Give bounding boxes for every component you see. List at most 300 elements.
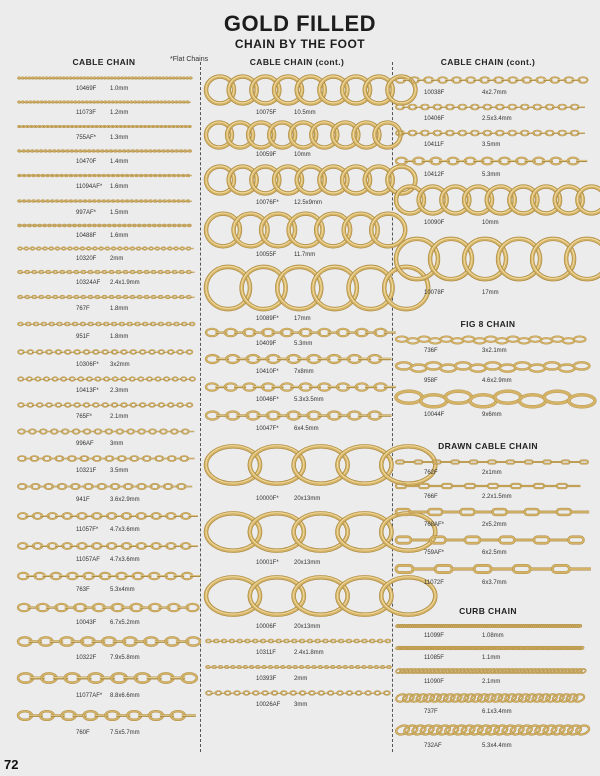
chain-image xyxy=(18,451,190,466)
chain-graphic xyxy=(206,326,388,339)
chain-image xyxy=(18,145,190,157)
item-size: 1.08mm xyxy=(482,633,504,639)
item-code: 11094AF* xyxy=(76,184,103,190)
chain-image xyxy=(396,643,580,653)
item-code: 11072F xyxy=(424,580,444,586)
chain-graphic xyxy=(18,597,190,618)
chain-item[interactable] xyxy=(396,502,580,530)
item-code: 10078F xyxy=(424,290,445,296)
section-title: CABLE CHAIN (cont.) xyxy=(440,57,536,67)
chain-graphic xyxy=(18,451,190,466)
item-size: 3mm xyxy=(110,441,124,447)
chain-image xyxy=(18,194,190,208)
column-divider xyxy=(200,62,201,752)
chain-item[interactable] xyxy=(396,687,580,717)
chain-graphic xyxy=(18,194,190,208)
item-code: 10026AF xyxy=(256,702,281,708)
item-code: 996AF xyxy=(76,441,94,447)
chain-graphic xyxy=(206,379,388,395)
chain-graphic xyxy=(18,243,190,254)
chain-graphic xyxy=(396,152,580,170)
item-code: 11090F xyxy=(424,679,444,685)
chain-item[interactable] xyxy=(18,192,190,218)
chain-image xyxy=(18,372,190,386)
chain-item[interactable] xyxy=(18,70,190,94)
chain-item[interactable] xyxy=(18,595,190,628)
chain-image xyxy=(206,570,388,622)
page-subtitle: CHAIN BY THE FOOT xyxy=(234,37,366,51)
chain-item[interactable] xyxy=(396,454,580,478)
chain-item[interactable] xyxy=(396,228,580,298)
chain-item[interactable] xyxy=(396,530,580,558)
chain-item[interactable] xyxy=(206,568,388,632)
item-code: 10410F* xyxy=(256,369,279,375)
section-title: CURB CHAIN xyxy=(459,606,517,616)
chain-graphic xyxy=(18,220,190,231)
chain-image xyxy=(396,72,580,88)
chain-graphic xyxy=(206,162,388,198)
item-code: 951F xyxy=(76,334,90,340)
chain-image xyxy=(18,72,190,84)
item-code: 10055F xyxy=(256,252,277,258)
chain-graphic xyxy=(18,567,190,585)
chain-item[interactable] xyxy=(18,241,190,264)
item-code: 10043F xyxy=(76,620,97,626)
chain-image xyxy=(18,290,190,304)
chain-item[interactable] xyxy=(206,118,388,160)
item-size: 20x13mm xyxy=(294,624,321,630)
chain-item[interactable] xyxy=(396,663,580,687)
item-code: 11073F xyxy=(76,110,96,116)
chain-item[interactable] xyxy=(396,98,580,124)
chain-image xyxy=(206,72,388,108)
chain-graphic xyxy=(18,344,190,360)
chain-image xyxy=(396,719,580,741)
chain-image xyxy=(396,358,580,376)
item-size: 2.1mm xyxy=(482,679,501,685)
item-size: 2.4x1.9mm xyxy=(110,280,140,286)
item-code: 10044F xyxy=(424,412,445,418)
chain-image xyxy=(18,537,190,555)
item-size: 1.6mm xyxy=(110,184,129,190)
item-code: 10006F xyxy=(256,624,277,630)
item-code: 736F xyxy=(424,348,438,354)
item-size: 3.6x2.9mm xyxy=(110,497,140,503)
chain-graphic xyxy=(396,334,580,346)
page-number: 72 xyxy=(4,757,19,772)
chain-image xyxy=(396,230,580,288)
chain-item[interactable] xyxy=(396,332,580,356)
chain-item[interactable] xyxy=(18,422,190,449)
item-size: 2x5.2mm xyxy=(482,522,507,528)
chain-item[interactable] xyxy=(18,264,190,288)
item-code: 10324AF xyxy=(76,280,101,286)
chain-graphic xyxy=(396,504,580,520)
chain-image xyxy=(206,686,388,700)
chain-item[interactable] xyxy=(18,370,190,396)
chain-item[interactable] xyxy=(206,434,388,504)
chain-image xyxy=(18,424,190,439)
item-size: 9x6mm xyxy=(482,412,502,418)
chain-item[interactable] xyxy=(18,218,190,241)
item-size: 1.6mm xyxy=(110,233,129,239)
chain-graphic xyxy=(206,210,388,250)
chain-image xyxy=(396,152,580,170)
item-code: 10089F* xyxy=(256,316,279,322)
chain-graphic xyxy=(18,398,190,412)
item-size: 2mm xyxy=(294,676,308,682)
item-size: 3.5mm xyxy=(482,142,501,148)
chain-item[interactable] xyxy=(396,717,580,751)
chain-graphic xyxy=(396,100,580,114)
chain-item[interactable] xyxy=(206,160,388,208)
item-size: 2.1mm xyxy=(110,414,129,420)
item-size: 1.8mm xyxy=(110,306,129,312)
item-code: 11099F xyxy=(424,633,444,639)
chain-graphic xyxy=(206,570,388,622)
item-code: 732AF xyxy=(424,743,442,749)
chain-item[interactable] xyxy=(18,505,190,535)
chain-graphic xyxy=(18,266,190,278)
chain-graphic xyxy=(206,407,388,424)
chain-graphic xyxy=(18,630,190,653)
chain-graphic xyxy=(18,316,190,332)
chain-graphic xyxy=(18,169,190,182)
chain-item[interactable] xyxy=(206,349,388,377)
chain-item[interactable] xyxy=(18,342,190,370)
chain-graphic xyxy=(206,262,388,314)
item-code: 10090F xyxy=(424,220,445,226)
chain-image xyxy=(206,436,388,494)
item-size: 4.6x2.9mm xyxy=(482,378,512,384)
item-size: 2.4x1.8mm xyxy=(294,650,324,656)
item-size: 5.3mm xyxy=(482,172,501,178)
item-size: 2x1mm xyxy=(482,470,502,476)
chain-graphic xyxy=(18,478,190,495)
column-right xyxy=(396,56,580,756)
chain-graphic xyxy=(206,634,388,648)
item-size: 8.8x6.6mm xyxy=(110,693,140,699)
chain-image xyxy=(18,316,190,332)
chain-item[interactable] xyxy=(396,70,580,98)
item-size: 10.5mm xyxy=(294,110,316,116)
item-size: 7x8mm xyxy=(294,369,314,375)
item-code: 10306F* xyxy=(76,362,99,368)
chain-item[interactable] xyxy=(206,377,388,405)
item-size: 20x13mm xyxy=(294,560,321,566)
chain-graphic xyxy=(396,182,580,218)
chain-item[interactable] xyxy=(206,208,388,260)
chain-section xyxy=(396,440,580,586)
chain-graphic xyxy=(18,96,190,108)
item-size: 3x2.1mm xyxy=(482,348,507,354)
item-size: 1.8mm xyxy=(110,334,129,340)
section-title: CABLE CHAIN xyxy=(72,57,136,67)
item-size: 12.5x9mm xyxy=(294,200,323,206)
item-code: 10412F xyxy=(424,172,445,178)
chain-item[interactable] xyxy=(18,565,190,595)
chain-graphic xyxy=(396,126,580,140)
item-code: 10046F* xyxy=(256,397,279,403)
item-size: 2.2x1.5mm xyxy=(482,494,512,500)
chain-image xyxy=(396,665,580,677)
item-code: 941F xyxy=(76,497,90,503)
chain-image xyxy=(206,326,388,339)
column-middle xyxy=(206,56,388,756)
column-left xyxy=(18,56,190,756)
chain-image xyxy=(396,532,580,548)
chain-item[interactable] xyxy=(396,558,580,588)
chain-item[interactable] xyxy=(206,632,388,658)
chain-item[interactable] xyxy=(206,504,388,568)
chain-item[interactable] xyxy=(18,314,190,342)
column-divider xyxy=(392,62,393,752)
chain-image xyxy=(206,660,388,674)
chain-image xyxy=(18,478,190,495)
chain-item[interactable] xyxy=(18,396,190,422)
chain-image xyxy=(396,334,580,346)
item-size: 17mm xyxy=(482,290,499,296)
chain-image xyxy=(206,407,388,424)
item-size: 5.3x4mm xyxy=(110,587,135,593)
item-code: 10000F* xyxy=(256,496,279,502)
item-code: 10038F xyxy=(424,90,445,96)
chain-item[interactable] xyxy=(206,405,388,434)
chain-item[interactable] xyxy=(18,535,190,565)
chain-graphic xyxy=(18,145,190,157)
chain-item[interactable] xyxy=(396,386,580,420)
chain-image xyxy=(396,126,580,140)
item-size: 6x2.5mm xyxy=(482,550,507,556)
chain-image xyxy=(18,703,190,728)
item-size: 1.2mm xyxy=(110,110,129,116)
item-size: 1.5mm xyxy=(110,210,129,216)
chain-graphic xyxy=(206,351,388,367)
chain-image xyxy=(18,630,190,653)
item-code: 10469F xyxy=(76,86,97,92)
flat-chains-footnote: *Flat Chains xyxy=(170,56,209,63)
chain-image xyxy=(396,504,580,520)
chain-item[interactable] xyxy=(18,167,190,192)
item-size: 10mm xyxy=(482,220,499,226)
item-size: 4.7x3.6mm xyxy=(110,557,140,563)
chain-graphic xyxy=(396,532,580,548)
chain-image xyxy=(18,507,190,525)
chain-item[interactable] xyxy=(18,663,190,701)
chain-item[interactable] xyxy=(396,619,580,641)
item-code: 768AF* xyxy=(424,522,445,528)
item-size: 3.5mm xyxy=(110,468,129,474)
chain-item[interactable] xyxy=(18,143,190,167)
item-size: 1.3mm xyxy=(110,135,129,141)
item-code: 10320F xyxy=(76,256,97,262)
chain-graphic xyxy=(396,689,580,707)
chain-graphic xyxy=(18,372,190,386)
item-code: 10406F xyxy=(424,116,445,122)
chain-image xyxy=(206,262,388,314)
chain-section xyxy=(206,56,388,708)
chain-image xyxy=(206,506,388,558)
item-size: 20x13mm xyxy=(294,496,321,502)
chain-section xyxy=(396,318,580,418)
chain-graphic xyxy=(18,424,190,439)
page-title: GOLD FILLED xyxy=(223,11,377,36)
item-size: 3mm xyxy=(294,702,308,708)
item-size: 2.5x3.4mm xyxy=(482,116,512,122)
item-code: 10409F xyxy=(256,341,277,347)
chain-graphic xyxy=(206,436,388,494)
page-header xyxy=(0,12,600,52)
chain-item[interactable] xyxy=(18,118,190,143)
item-code: 767F xyxy=(76,306,90,312)
item-code: 11085F xyxy=(424,655,444,661)
item-code: 737F xyxy=(424,709,438,715)
chain-image xyxy=(206,379,388,395)
chain-graphic xyxy=(206,72,388,108)
item-size: 3x2mm xyxy=(110,362,130,368)
item-code: 11057AF xyxy=(76,557,100,563)
item-size: 4.7x3.6mm xyxy=(110,527,140,533)
chain-image xyxy=(396,621,580,631)
chain-graphic xyxy=(18,703,190,728)
chain-image xyxy=(396,689,580,707)
chain-graphic xyxy=(18,290,190,304)
chain-graphic xyxy=(396,621,580,631)
chain-item[interactable] xyxy=(18,449,190,476)
chain-image xyxy=(206,210,388,250)
item-code: 760F xyxy=(76,730,90,736)
chain-image xyxy=(396,456,580,468)
chain-image xyxy=(18,597,190,618)
chain-graphic xyxy=(396,72,580,88)
item-code: 10076F* xyxy=(256,200,279,206)
item-size: 1.4mm xyxy=(110,159,129,165)
chain-graphic xyxy=(206,660,388,674)
chain-image xyxy=(396,480,580,492)
chain-graphic xyxy=(18,665,190,691)
item-size: 2.3mm xyxy=(110,388,129,394)
item-code: 10321F xyxy=(76,468,97,474)
chain-image xyxy=(396,560,580,578)
chain-section xyxy=(396,56,580,296)
chain-item[interactable] xyxy=(206,658,388,684)
chain-item[interactable] xyxy=(18,628,190,663)
chain-item[interactable] xyxy=(206,684,388,710)
item-size: 1.0mm xyxy=(110,86,129,92)
chain-item[interactable] xyxy=(396,478,580,502)
item-size: 7.9x5.8mm xyxy=(110,655,140,661)
chain-graphic xyxy=(18,507,190,525)
item-size: 7.5x5.7mm xyxy=(110,730,140,736)
item-size: 6.7x5.2mm xyxy=(110,620,140,626)
chain-image xyxy=(18,169,190,182)
item-size: 6.1x3.4mm xyxy=(482,709,512,715)
item-code: 763F xyxy=(76,587,90,593)
chain-graphic xyxy=(396,456,580,468)
chain-graphic xyxy=(18,72,190,84)
item-code: 759AF* xyxy=(424,550,445,556)
chain-graphic xyxy=(396,719,580,741)
chain-item[interactable] xyxy=(18,701,190,738)
item-code: 10488F xyxy=(76,233,97,239)
chain-image xyxy=(206,351,388,367)
item-size: 4x2.7mm xyxy=(482,90,507,96)
item-code: 958F xyxy=(424,378,438,384)
chain-section xyxy=(396,605,580,749)
chain-image xyxy=(18,398,190,412)
item-code: 10001F* xyxy=(256,560,279,566)
chain-image xyxy=(18,220,190,231)
chain-item[interactable] xyxy=(396,356,580,386)
chain-item[interactable] xyxy=(206,70,388,118)
chain-item[interactable] xyxy=(396,150,580,180)
chain-image xyxy=(18,96,190,108)
section-title: FIG 8 CHAIN xyxy=(460,319,516,329)
item-size: 11.7mm xyxy=(294,252,316,258)
chain-graphic xyxy=(206,686,388,700)
item-size: 2mm xyxy=(110,256,124,262)
chain-item[interactable] xyxy=(18,288,190,314)
chain-graphic xyxy=(18,537,190,555)
item-size: 6x4.5mm xyxy=(294,426,319,432)
item-code: 10059F xyxy=(256,152,277,158)
chain-item[interactable] xyxy=(206,324,388,349)
chain-graphic xyxy=(206,506,388,558)
item-code: 765F* xyxy=(76,414,93,420)
chain-graphic xyxy=(396,560,580,578)
chain-item[interactable] xyxy=(18,94,190,118)
chain-image xyxy=(206,120,388,150)
chain-item[interactable] xyxy=(18,476,190,505)
section-title: CABLE CHAIN (cont.) xyxy=(249,57,345,67)
chain-graphic xyxy=(18,120,190,133)
chain-image xyxy=(18,665,190,691)
item-size: 10mm xyxy=(294,152,311,158)
item-code: 10470F xyxy=(76,159,97,165)
chain-item[interactable] xyxy=(396,180,580,228)
chain-image xyxy=(206,162,388,198)
item-code: 766F xyxy=(424,494,438,500)
item-code: 10413F* xyxy=(76,388,99,394)
item-code: 10322F xyxy=(76,655,97,661)
item-code: 11057F* xyxy=(76,527,99,533)
item-size: 5.3x4.4mm xyxy=(482,743,512,749)
item-code: 10411F xyxy=(424,142,444,148)
chain-image xyxy=(18,344,190,360)
item-size: 1.1mm xyxy=(482,655,501,661)
chain-item[interactable] xyxy=(206,260,388,324)
item-code: 762F xyxy=(424,470,438,476)
section-title: DRAWN CABLE CHAIN xyxy=(438,441,538,451)
chain-graphic xyxy=(396,230,580,288)
chain-item[interactable] xyxy=(396,641,580,663)
item-code: 10075F xyxy=(256,110,277,116)
chain-graphic xyxy=(396,480,580,492)
chain-graphic xyxy=(396,665,580,677)
chain-image xyxy=(396,182,580,218)
item-size: 17mm xyxy=(294,316,311,322)
item-size: 5.3x3.5mm xyxy=(294,397,324,403)
chain-image xyxy=(18,266,190,278)
chain-graphic xyxy=(396,388,580,410)
chain-image xyxy=(206,634,388,648)
chain-image xyxy=(396,388,580,410)
chain-item[interactable] xyxy=(396,124,580,150)
item-code: 10311F xyxy=(256,650,276,656)
chain-image xyxy=(396,100,580,114)
item-code: 10047F* xyxy=(256,426,279,432)
chain-section xyxy=(18,56,190,736)
